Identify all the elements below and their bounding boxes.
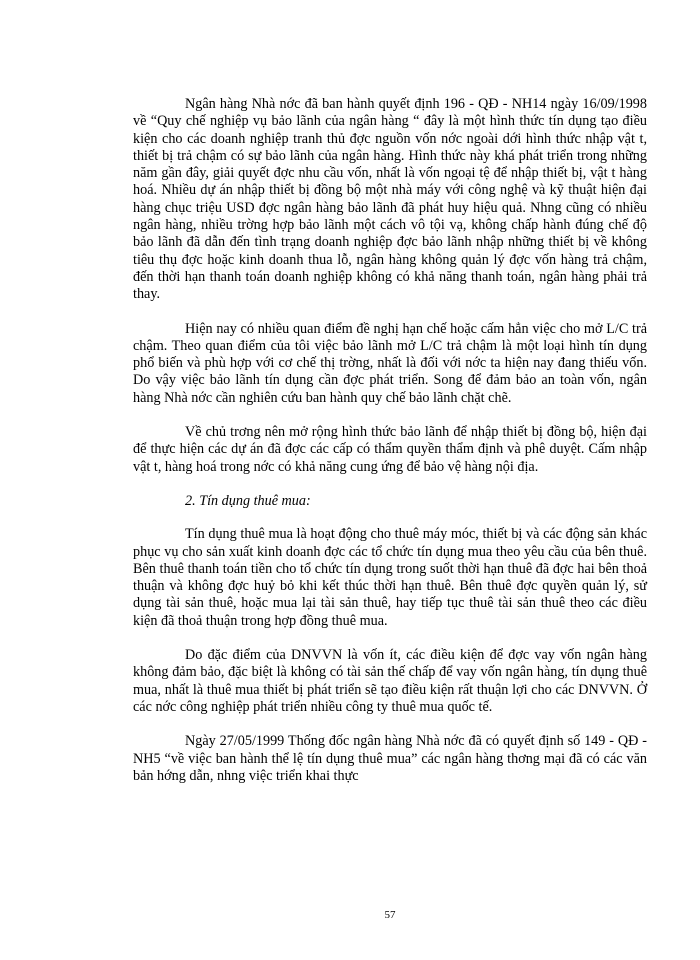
body-text <box>133 96 647 802</box>
paragraph-dac-diem-dnvvn: Do đặc điểm của DNVVN là vốn ít, các điều kiện để đợc vay vốn ngân hàng không đảm bảo, đặc biệt là không có tài sản thế chấp để vay vốn ngân hàng, tín dụng thuê mua, nhất là thuê mua thiết bị phát triển sẽ tạo điều kiện rất thuận lợi cho các DNVVN. Ở các nớc công nghiệp phát triển nhiều công ty thuê mua quốc tế. <box>133 647 647 715</box>
section-heading-tin-dung-thue-mua: 2. Tín dụng thuê mua: <box>185 492 311 509</box>
paragraph-bao-lanh-quy-che: Ngân hàng Nhà nớc đã ban hành quyết định 196 - QĐ - NH14 ngày 16/09/1998 về “Quy chế nghiệp vụ bảo lãnh của ngân hàng “ đây là một hình thức tín dụng tạo điều kiện cho các doanh nghiệp tranh thủ đợc nguồn vốn nớc ngoài dới hình thức nhập vật t, thiết bị trả chậm có sự bảo lãnh của ngân hàng. Hình thức này khá phát triển trong những năm gần đây, giải quyết đợc nhu cầu vốn, nhất là vốn ngoại tệ để nhập thiết bị, vật t hàng hoá. Nhiều dự án nhập thiết bị đồng bộ một nhà máy với công nghệ và kỹ thuật hiện đại hàng chục triệu USD đợc ngân hàng bảo lãnh đã phát huy hiệu quả. Nhng cũng có nhiều ngân hàng, nhiều trờng hợp bảo lãnh một cách vô tội vạ, không chấp hành đúng chế độ bảo lãnh đã dẫn đến tình trạng doanh nghiệp đợc bảo lãnh nhập những thiết bị về không tiêu thụ đợc hoặc kinh doanh thua lỗ, ngân hàng không quản lý đợc vốn hàng trả chậm, đến thời hạn thanh toán doanh nghiệp không có khả năng thanh toán, ngân hàng phải trả thay. <box>133 96 647 303</box>
paragraph-dinh-nghia-thue-mua: Tín dụng thuê mua là hoạt động cho thuê máy móc, thiết bị và các động sản khác phục vụ cho sản xuất kinh doanh đợc các tổ chức tín dụng mua theo yêu cầu của bên thuê. Bên thuê thanh toán tiền cho tổ chức tín dụng trong suốt thời hạn thuê đã đợc hai bên thoả thuận và không đợc huỷ bỏ khi kết thúc thời hạn thuê. Bên thuê đợc quyền quản lý, sử dụng tài sản thuê, hoặc mua lại tài sản thuê, hay tiếp tục thuê tài sản thuê theo các điều kiện đã thoả thuận trong hợp đồng thuê mua. <box>133 526 647 629</box>
paragraph-lc-tra-cham: Hiện nay có nhiều quan điểm đề nghị hạn chế hoặc cấm hẳn việc cho mở L/C trả chậm. Theo quan điểm của tôi việc bảo lãnh mở L/C trả chậm là một loại hình tín dụng phổ biến và phù hợp với cơ chế thị trờng, nhất là đối với nớc ta hiện nay đang thiếu vốn. Do vậy việc bảo lãnh tín dụng cần đợc phát triển. Song để đảm bảo an toàn vốn, ngân hàng Nhà nớc cần nghiên cứu ban hành quy chế bảo lãnh chặt chẽ. <box>133 320 647 406</box>
paragraph-quyet-dinh-149: Ngày 27/05/1999 Thống đốc ngân hàng Nhà nớc đã có quyết định số 149 - QĐ - NH5 “về việc ban hành thể lệ tín dụng thuê mua” các ngân hàng thơng mại đã có các văn bản hớng dẫn, nhng việc triển khai thực <box>133 733 647 784</box>
paragraph-chu-truong: Về chủ trơng nên mở rộng hình thức bảo lãnh để nhập thiết bị đồng bộ, hiện đại để thực hiện các dự án đã đợc các cấp có thẩm quyền thẩm định và phê duyệt. Cấm nhập vật t, hàng hoá trong nớc có khả năng cung ứng để bảo vệ hàng nội địa. <box>133 424 647 475</box>
page-number: 57 <box>384 909 396 921</box>
